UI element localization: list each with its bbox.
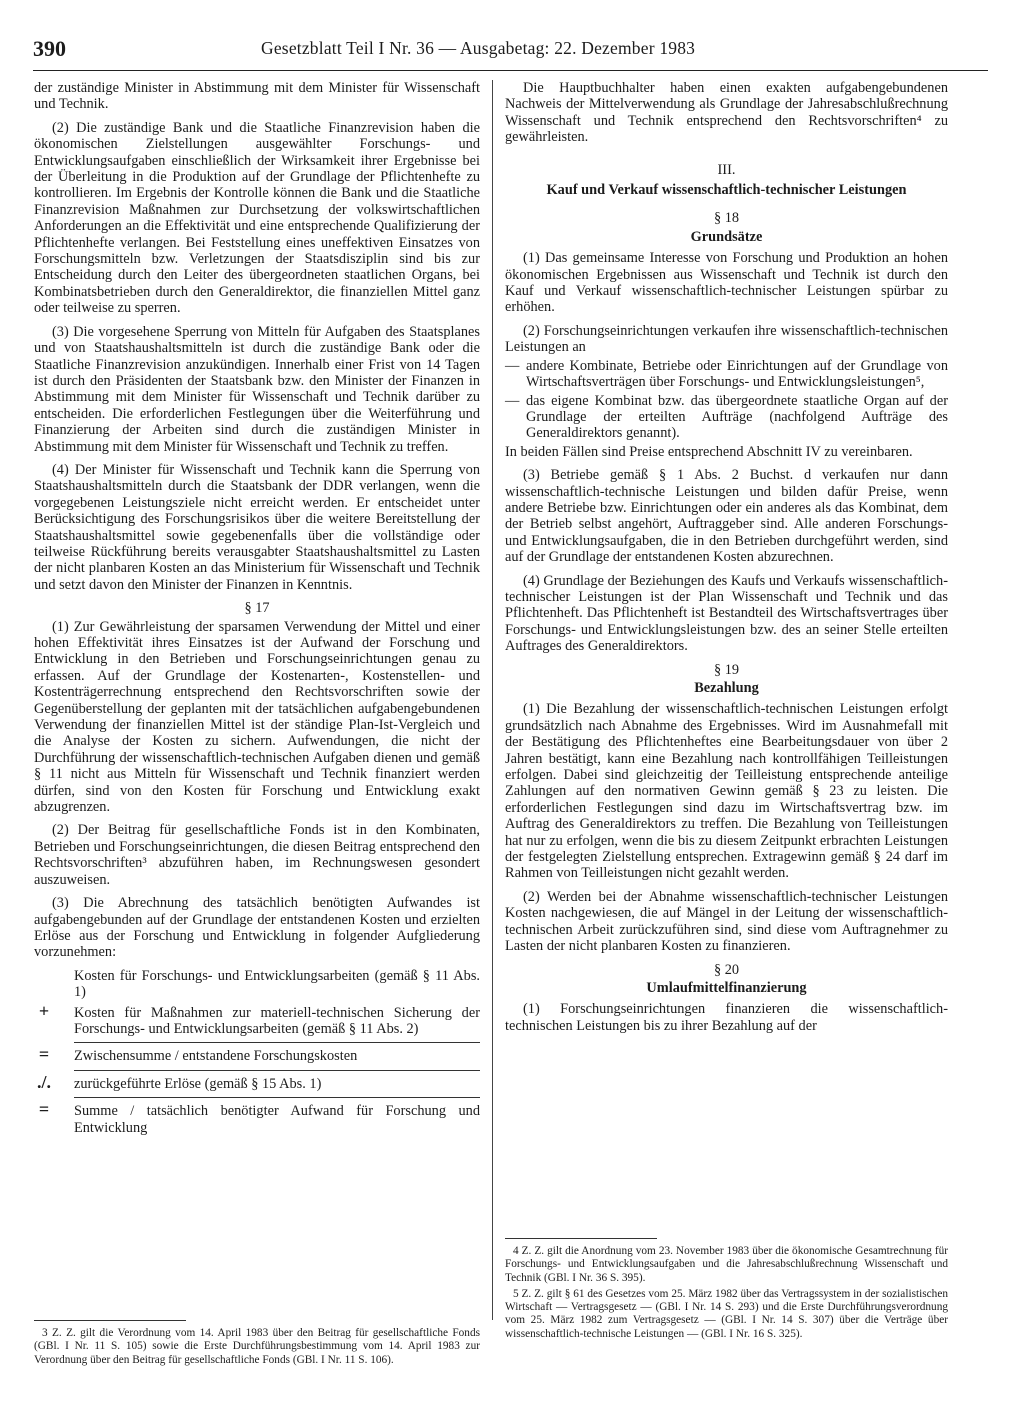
cost-line-text: zurückgeführte Erlöse (gemäß § 15 Abs. 1) <box>74 1075 322 1092</box>
paragraph: der zuständige Minister in Abstimmung mit dem Minister für Wissenschaft und Technik. <box>34 80 480 113</box>
cost-line-text: Zwischensumme / entstandene Forschungskosten <box>74 1048 358 1065</box>
list-item-text: andere Kombinate, Betriebe oder Einrichtungen auf der Grundlage von Wirtschaftsverträgen über Forschungs- und Entwicklungsleistungen⁵, <box>526 357 948 391</box>
paragraph: In beiden Fällen sind Preise entsprechend Abschnitt IV zu vereinbaren. <box>505 443 913 460</box>
paragraph: (1) Das gemeinsame Interesse von Forschung und Produktion an hohen ökonomischen Ergebnissen aus Wissenschaft und Technik ist durch den Kauf und Verkauf wissenschaftlich-technischer Leistungen spürbar zu erhöhen. <box>505 250 948 316</box>
footnotes-right <box>505 1238 948 1344</box>
footnote-rule <box>34 1320 186 1321</box>
left-column <box>34 80 480 1140</box>
cost-line <box>34 1000 480 1038</box>
section-title-19: Bezahlung <box>694 680 759 696</box>
footnotes-left <box>34 1320 480 1370</box>
footnote-4: 4 Z. Z. gilt die Anordnung vom 23. November 1983 über die ökonomische Gesamtrechnung für Forschungs- und Entwicklungsaufgaben und die Jahresabschlußrechnung Wissenschaft und Technik (GBl. I Nr. 36 S. 395). <box>505 1245 948 1284</box>
list-item-text: das eigene Kombinat bzw. das übergeordnete staatliche Organ auf der Grundlage der erteilten Aufträge (nachfolgend Aufträge des Generaldirektors genannt). <box>526 392 948 442</box>
cost-line <box>34 1044 480 1065</box>
list-item <box>505 393 948 442</box>
paragraph: (4) Grundlage der Beziehungen des Kaufs und Verkaufs wissenschaftlich-technischer Leistungen ist der Plan Wissenschaft und Technik und das Pflichtenheft. Das Pflichtenheft ist Bestandteil des Wirtschaftsvertrages über Forschungs- und Entwicklungsleistungen bzw. des an seiner Stelle erteilten Auftrages des Generaldirektors. <box>505 572 948 655</box>
paragraph: (1) Zur Gewährleistung der sparsamen Verwendung der Mittel und einer hohen Effektivität ihres Einsatzes ist der Aufwand der Forschung und Entwicklung in den Betrieben und Forschungseinrichtungen genau zu erfassen. Auf der Grundlage der Kostenarten-, Kostenstellen- und Kostenträgerrechnung entsprechend den Rechtsvorschriften sowie der Gegenüberstellung der geplanten mit der tatsächlichen aufgabengebundenen Verwendung der finanziellen Mittel ist der ständige Plan-Ist-Vergleich und die Analyse der Kosten zu sichern. Aufwendungen, die nicht der Durchführung der wissenschaftlich-technischen Aufgaben dienen und gemäß § 11 nicht aus Mitteln für Wissenschaft und Technik finanziert werden dürfen, sind von den Kosten für Forschung und Entwicklung exakt abzugrenzen. <box>34 618 480 816</box>
operator-symbol: = <box>38 1044 50 1065</box>
divider <box>74 1097 480 1098</box>
page-header <box>33 36 988 71</box>
section-title-20: Umlaufmittelfinanzierung <box>646 979 807 996</box>
footnote-rule <box>505 1238 657 1239</box>
cost-line <box>34 1099 480 1136</box>
paragraph: (4) Der Minister für Wissenschaft und Technik kann die Sperrung von Staatshaushaltsmitteln durch die Staatsbank der DDR verlangen, wenn die vorgegebenen Leistungsziele nicht erreicht werden. Er entscheidet unter Berücksichtigung des Forschungsrisikos über die weitere Bereitstellung der Staatshaushaltsmittel sowie gegebenenfalls über die vollständige oder teilweise Rückführung bereits verausgabter Staatshaushaltsmittel zu Lasten der nicht planbaren Kosten an das Ministerium für Wissenschaft und Technik und setzt davon den Minister der Finanzen in Kenntnis. <box>34 461 480 593</box>
right-column <box>505 80 948 1041</box>
cost-line <box>34 968 480 1001</box>
cost-line <box>34 1071 480 1092</box>
paragraph: (2) Der Beitrag für gesellschaftliche Fonds ist in den Kombinaten, Betrieben und Forschungseinrichtungen, die diesen Beitrag entsprechend den Rechtsvorschriften³ abzuführen haben, im Rechnungswesen gesondert auszuweisen. <box>34 822 480 888</box>
cost-breakdown <box>34 968 480 1136</box>
divider <box>74 1070 480 1071</box>
footnote-5: 5 Z. Z. gilt § 61 des Gesetzes vom 25. März 1982 über das Vertragssystem in der sozialistischen Wirtschaft — Vertragsgesetz — (GBl. I Nr. 14 S. 293) und die Erste Durchführungsverordnung vom 25. März 1982 zum Vertragsgesetz — (GBl. I Nr. 14 S. 307) über die Verträge über wissenschaftlich-technische Leistungen — (GBl. I Nr. 16 S. 325). <box>505 1287 948 1340</box>
section-number: III. <box>717 161 736 178</box>
paragraph: (3) Die Abrechnung des tatsächlich benötigten Aufwandes ist aufgabengebunden auf der Grundlage der entstandenen Kosten und erzielten Erlöse aus der Forschung und Entwicklung in folgender Aufgliederung vorzunehmen: <box>34 895 480 961</box>
operator-symbol: = <box>38 1099 50 1120</box>
paragraph: (2) Forschungseinrichtungen verkaufen ihre wissenschaftlich-technischen Leistungen an <box>505 322 948 356</box>
paragraph: (1) Die Bezahlung der wissenschaftlich-technischen Leistungen erfolgt grundsätzlich nach Abnahme des Ergebnisses. Wird im Ausnahmefall mit der Bestätigung des Pflichtenheftes eine Bearbeitungsdauer von über 2 Jahren bestätigt, kann eine Bezahlung nach kontrollfähigen Teilleistungen erfolgen. Dabei sind gleichzeitig der Teilleistung entsprechende anteilige Zahlungen auf den normativen Gewinn gemäß § 23 zu leisten. Die erforderlichen Festlegungen sind dazu im Wirtschaftsvertrag bzw. im Auftrag des Generaldirektors zu treffen. Die Bezahlung von Teilleistungen hat nur zu erfolgen, wenn die bis zu diesem Zeitpunkt erbrachten Leistungen der festgelegten Zielstellung entsprechen. Extragewinn gemäß § 24 darf im Rahmen von Teilleistungen nicht gezahlt werden. <box>505 701 948 882</box>
section-title: Kauf und Verkauf wissenschaftlich-technischer Leistungen <box>546 182 907 199</box>
footnote-3: 3 Z. Z. gilt die Verordnung vom 14. April 1983 über den Beitrag für gesellschaftliche Fonds (GBl. I Nr. 11 S. 105) sowie die Erste Durchführungsbestimmung vom 14. April 1983 zur Verordnung über den Beitrag für gesellschaftliche Fonds (GBl. I Nr. 11 S. 106). <box>34 1327 480 1366</box>
paragraph: (3) Die vorgesehene Sperrung von Mitteln für Aufgaben des Staatsplanes und von Staatshaushaltsmitteln ist durch die zuständige Bank oder die Staatliche Finanzrevision anzukündigen. Innerhalb einer Frist von 14 Tagen ist durch den Präsidenten der Staatsbank bzw. den Minister der Finanzen in Abstimmung mit dem Minister für Wissenschaft und Technik darüber zu entscheiden. Die erforderlichen Festlegungen über die Weiterführung und Finanzierung der Arbeiten sind durch die zuständigen Minister in Abstimmung mit dem Minister für Wissenschaft und Technik zu treffen. <box>34 323 480 455</box>
cost-line-text: Kosten für Forschungs- und Entwicklungsarbeiten (gemäß § 11 Abs. 1) <box>74 967 480 1001</box>
operator-symbol: ./. <box>36 1071 51 1092</box>
divider <box>74 1042 480 1043</box>
section-heading-18: § 18 <box>713 210 740 227</box>
paragraph: (2) Die zuständige Bank und die Staatliche Finanzrevision haben die ökonomischen Zielstellungen ausgewählter Forschungs- und Entwicklungsaufgaben einschließlich der Wirksamkeit ihrer Ergebnisse bei der Überleitung in die Produktion auf der Grundlage der Pflichtenhefte zu kontrollieren. Im Ergebnis der Kontrolle können die Bank und die Staatliche Finanzrevision Maßnahmen zur Durchsetzung der volkswirtschaftlichen Anforderungen an die Effektivität und eine entsprechende Qualifizierung der Pflichtenhefte verlangen. Bei Feststellung eines uneffektiven Einsatzes von Forschungsmitteln bzw. Verletzungen der Staatsdisziplin sind bis zur Entscheidung durch den Leiter des übergeordneten staatlichen Organs, bei Kombinatsbetrieben durch den Generaldirektor, die finanziellen Mittel ganz oder teilweise zu sperren. <box>34 119 480 317</box>
section-heading-19: § 19 <box>713 661 740 678</box>
operator-symbol: + <box>38 1000 50 1021</box>
gazette-title: Gesetzblatt Teil I Nr. 36 — Ausgabetag: 22. Dezember 1983 <box>261 38 696 58</box>
list-item <box>505 358 948 391</box>
column-divider <box>492 80 493 1320</box>
cost-line-text: Kosten für Maßnahmen zur materiell-technischen Sicherung der Forschungs- und Entwicklungsarbeiten (gemäß § 11 Abs. 2) <box>74 1004 480 1037</box>
section-title-18: Grundsätze <box>690 228 763 245</box>
cost-line-text: Summe / tatsächlich benötigter Aufwand für Forschung und Entwicklung <box>74 1103 480 1136</box>
paragraph: (2) Werden bei der Abnahme wissenschaftlich-technischer Leistungen Kosten nachgewiesen, die auf Mängel in der Leitung der wissenschaftlich-technischen Arbeit zurückzuführen sind, sind diese vom Auftragnehmer zu Lasten der nicht planbaren Kosten zu finanzieren. <box>505 888 948 955</box>
dash-bullet: — <box>505 357 520 374</box>
page-number: 390 <box>33 36 66 61</box>
section-heading-20: § 20 <box>713 961 740 978</box>
section-heading-17: § 17 <box>244 600 270 617</box>
paragraph: (1) Forschungseinrichtungen finanzieren die wissenschaftlich-technischen Leistungen bis zu ihrer Bezahlung auf der <box>505 1001 948 1034</box>
dash-bullet: — <box>505 392 520 409</box>
paragraph: Die Hauptbuchhalter haben einen exakten aufgabengebundenen Nachweis der Mittelverwendung als Grundlage der Jahresabschlußrechnung Wissenschaft und Technik entsprechend den Rechtsvorschriften⁴ zu gewährleisten. <box>505 80 948 146</box>
paragraph: (3) Betriebe gemäß § 1 Abs. 2 Buchst. d verkaufen nur dann wissenschaftlich-technische Leistungen und bilden dafür Preise, wenn andere Betriebe bzw. Einrichtungen oder ein anderes als das Kombinat, dem der Betrieb selbst angehört, Auftraggeber sind. Alle anderen Forschungs- und Entwicklungsaufgaben, die in den Betrieben durchgeführt werden, sind auf der Grundlage der entstandenen Kosten abzurechnen. <box>505 467 948 566</box>
